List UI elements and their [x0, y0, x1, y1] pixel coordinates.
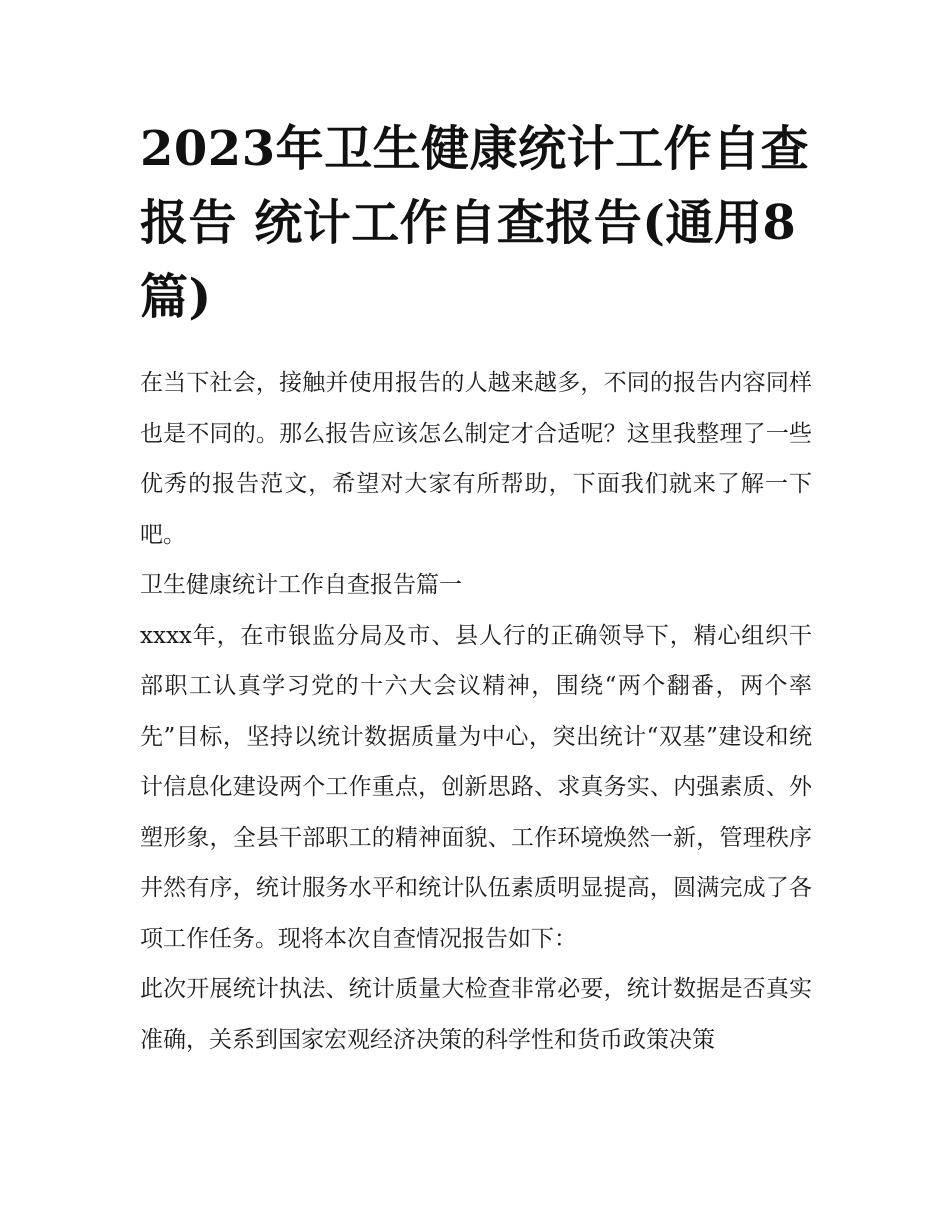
section-heading: 卫生健康统计工作自查报告篇一: [140, 572, 462, 598]
document-body: [140, 112, 812, 1065]
intro-paragraph: 在当下社会，接触并使用报告的人越来越多，不同的报告内容同样也是不同的。那么报告应该怎么制定才合适呢？这里我整理了一些优秀的报告范文，希望对大家有所帮助，下面我们就来了解一下吧。: [140, 370, 812, 548]
body-paragraph: 此次开展统计执法、统计质量大检查非常必要，统计数据是否真实准确，关系到国家宏观经济决策的科学性和货币政策决策: [140, 976, 812, 1053]
body-paragraph: xxxx年，在市银监分局及市、县人行的正确领导下，精心组织干部职工认真学习党的十六大会议精神，围绕“两个翻番，两个率先”目标，坚持以统计数据质量为中心，突出统计“双基”建设和统计信息化建设两个工作重点，创新思路、求真务实、内强素质、外塑形象，全县干部职工的精神面貌、工作环境焕然一新，管理秩序井然有序，统计服务水平和统计队伍素质明显提高，圆满完成了各项工作任务。现将本次自查情况报告如下：: [140, 622, 812, 952]
document-title: 2023年卫生健康统计工作自查报告 统计工作自查报告(通用8篇): [140, 121, 810, 325]
